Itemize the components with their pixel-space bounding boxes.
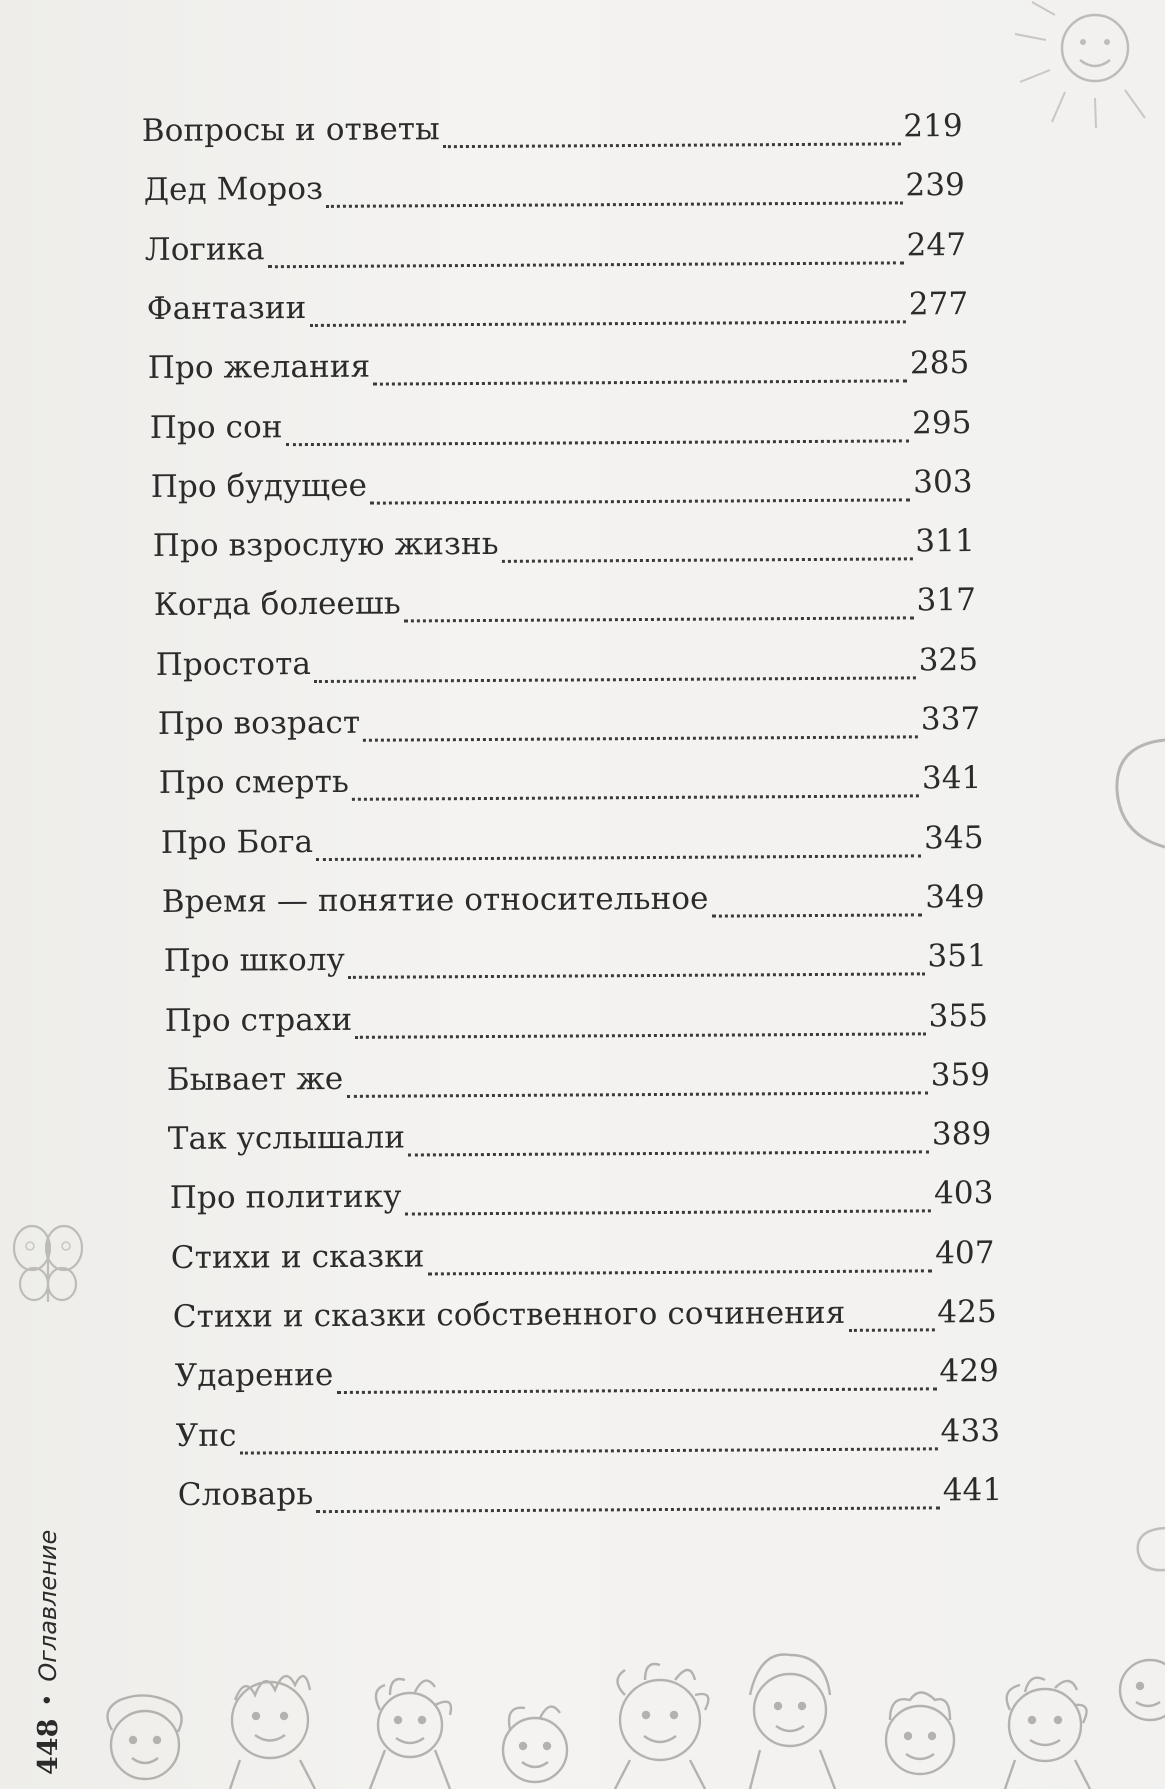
toc-entry-title: Про Бога — [160, 823, 313, 861]
toc-entry — [173, 1294, 997, 1347]
toc-entry-page: 429 — [938, 1353, 999, 1390]
toc-entry — [157, 701, 980, 754]
toc-entry-page: 247 — [906, 226, 967, 263]
dot-leader — [352, 795, 919, 801]
toc-entry — [145, 227, 967, 280]
separator-bullet: • — [35, 1693, 61, 1707]
toc-entry-page: 433 — [940, 1412, 1001, 1449]
toc-entry-page: 337 — [920, 700, 980, 738]
toc-entry-page: 407 — [935, 1234, 996, 1272]
toc-entry-title: Логика — [144, 230, 265, 268]
toc-entry-title: Про политику — [169, 1178, 402, 1217]
toc-entry-title: Стихи и сказки собственного сочинения — [172, 1294, 846, 1336]
toc-entry-page: 403 — [933, 1175, 994, 1212]
toc-entry — [154, 582, 976, 635]
dot-leader — [502, 557, 913, 563]
dot-leader — [285, 439, 908, 446]
toc-entry — [163, 938, 986, 991]
toc-entry-page: 219 — [903, 107, 963, 145]
toc-entry — [167, 1057, 991, 1110]
dot-leader — [428, 1269, 933, 1275]
toc-entry-page: 349 — [925, 878, 985, 916]
dot-leader — [240, 1447, 938, 1454]
toc-entry-title: Когда болеешь — [154, 585, 402, 624]
toc-entry-page: 425 — [937, 1293, 997, 1331]
section-name: Оглавление — [34, 1529, 62, 1682]
toc-entry-page: 277 — [908, 285, 968, 323]
toc-entry-title: Простота — [155, 645, 312, 683]
running-head — [28, 1485, 68, 1775]
toc-entry-title: Так услышали — [168, 1119, 406, 1158]
toc-entry — [176, 1413, 1001, 1466]
dot-leader — [356, 1032, 926, 1038]
toc-entry — [153, 523, 975, 576]
toc-entry-title: Про сон — [149, 408, 283, 446]
dot-leader — [316, 1506, 940, 1513]
dot-leader — [336, 1388, 936, 1395]
toc-entry — [162, 879, 985, 932]
page-number: 448 — [32, 1718, 64, 1775]
toc-entry-title: Про смерть — [158, 764, 350, 802]
toc-entry-title: Упс — [175, 1417, 237, 1454]
toc-entry-page: 341 — [921, 760, 982, 797]
toc-entry-page: 285 — [909, 345, 970, 382]
toc-entry-title: Про страхи — [164, 1001, 353, 1039]
toc-entry — [174, 1353, 998, 1406]
toc-entry — [149, 404, 971, 457]
dot-leader — [309, 320, 905, 327]
toc-entry — [171, 1235, 995, 1288]
toc-entry — [142, 108, 963, 161]
toc-entry — [146, 286, 968, 339]
toc-entry — [160, 820, 983, 873]
dot-leader — [443, 142, 900, 148]
toc-entry — [177, 1472, 1002, 1525]
dot-leader — [326, 202, 902, 209]
toc-entry — [151, 464, 973, 517]
dot-leader — [712, 913, 923, 917]
dot-leader — [370, 498, 910, 504]
toc-entry-title: Словарь — [177, 1476, 314, 1513]
toc-entry-title: Вопросы и ответы — [141, 111, 440, 150]
toc-entry — [170, 1175, 994, 1228]
dot-leader — [314, 676, 916, 683]
toc-entry-title: Про будущее — [151, 467, 368, 505]
dot-leader — [316, 854, 921, 861]
toc-entry — [168, 1116, 992, 1169]
dot-leader — [405, 1210, 932, 1216]
toc-entry — [156, 642, 979, 695]
dot-leader — [408, 1150, 929, 1156]
dot-leader — [374, 380, 908, 386]
toc-entry — [159, 760, 982, 813]
toc-entry-page: 325 — [918, 641, 979, 679]
toc-entry-title: Про возраст — [157, 704, 360, 743]
dot-leader — [848, 1328, 934, 1332]
toc-entry-page: 239 — [904, 167, 965, 204]
toc-entry — [165, 997, 989, 1050]
toc-entry-title: Про желания — [147, 348, 371, 387]
toc-entry-page: 359 — [930, 1056, 991, 1094]
toc-entry-page: 351 — [926, 938, 987, 975]
toc-entry-title: Фантазии — [146, 289, 307, 327]
toc-entry-title: Бывает же — [166, 1060, 344, 1098]
toc-entry-page: 303 — [913, 463, 974, 501]
toc-entry-title: Про школу — [163, 942, 345, 980]
toc-entry-page: 345 — [923, 819, 984, 856]
toc-entry-page: 317 — [916, 582, 977, 619]
toc-entry — [143, 167, 964, 220]
dot-leader — [346, 1091, 927, 1098]
toc-entry-title: Про взрослую жизнь — [152, 525, 499, 565]
toc-entry-page: 295 — [911, 404, 972, 441]
toc-entry — [148, 345, 970, 398]
dot-leader — [363, 735, 918, 741]
dot-leader — [348, 973, 925, 980]
toc-entry-title: Дед Мороз — [143, 171, 323, 209]
toc-entry-title: Ударение — [174, 1357, 334, 1395]
toc-entry-page: 311 — [915, 523, 975, 560]
toc-entry-page: 389 — [932, 1116, 992, 1153]
dot-leader — [268, 261, 904, 268]
dot-leader — [404, 617, 914, 623]
toc-entry-title: Стихи и сказки — [171, 1238, 425, 1276]
toc-entry-page: 441 — [942, 1471, 1002, 1509]
toc-entry-page: 355 — [928, 997, 989, 1034]
toc-entry-title: Время — понятие относительное — [161, 880, 709, 920]
